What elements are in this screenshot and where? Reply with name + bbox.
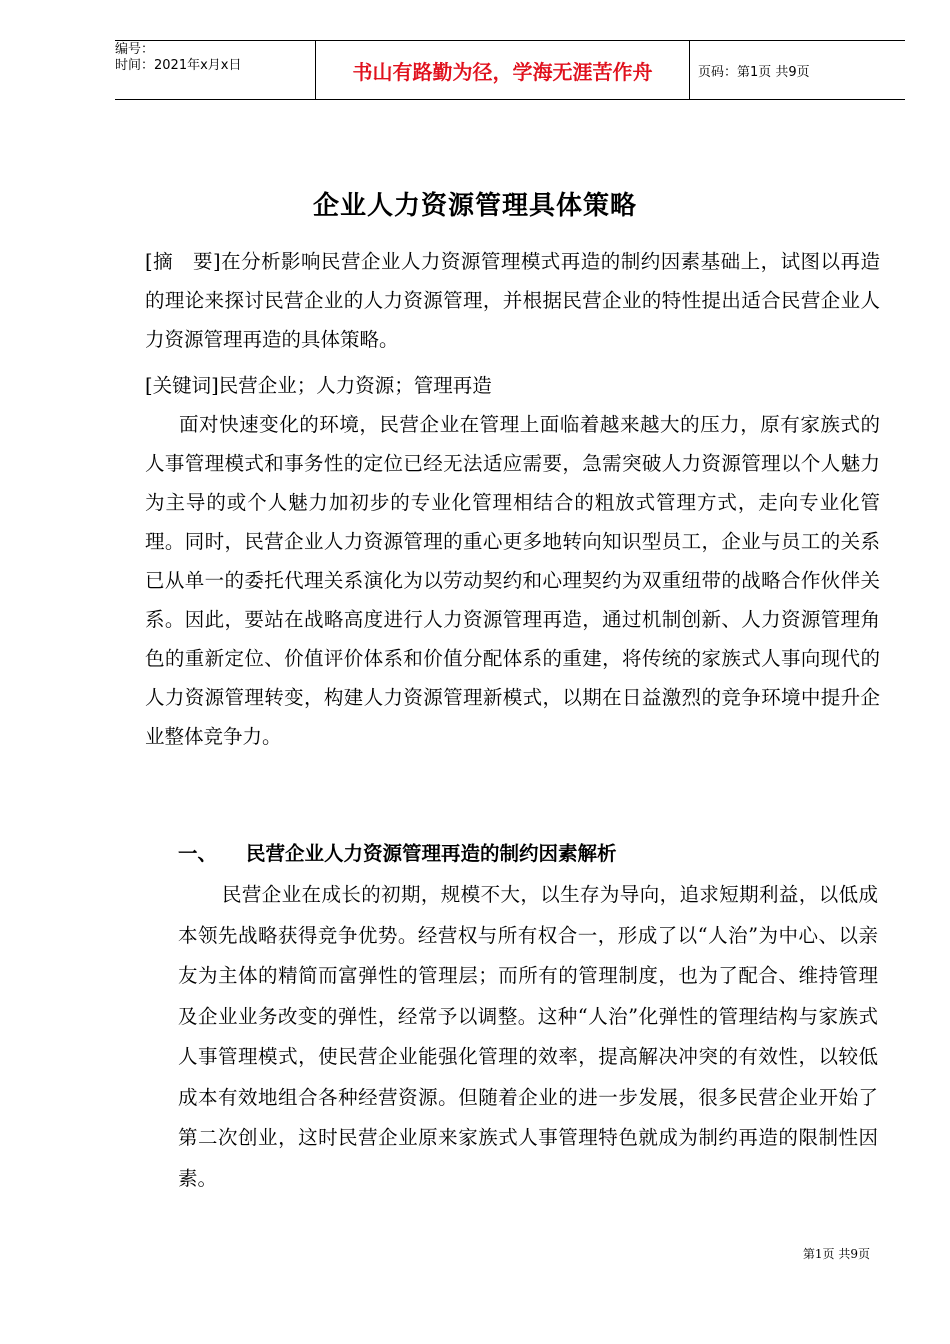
header-motto: 书山有路勤为径，学海无涯苦作舟 bbox=[315, 41, 690, 99]
abstract-paragraph: [摘 要]在分析影响民营企业人力资源管理模式再造的制约因素基础上，试图以再造的理论来探讨民营企业的人力资源管理，并根据民营企业的特性提出适合民营企业人力资源管理再造的具体策略。 bbox=[145, 250, 880, 351]
body-paragraph-2: 民营企业在成长的初期，规模不大，以生存为导向，追求短期利益，以低成本领先战略获得竞争优势。经营权与所有权合一，形成了以“人治”为中心、以亲友为主体的精简而富弹性的管理层；而所有的管理制度，也为了配合、维持管理及企业业务改变的弹性，经常予以调整。这种“人治”化弹性的管理结构与家族式人事管理模式，使民营企业能强化管理的效率，提高解决冲突的有效性，以较低成本有效地组合各种经营资源。但随着企业的进一步发展，很多民营企业开始了第二次创业，这时民营企业原来家族式人事管理特色就成为制约再造的限制性因素。 bbox=[178, 883, 878, 1190]
header-page-info: 页码：第1页 共9页 bbox=[698, 64, 810, 80]
section-title: 民营企业人力资源管理再造的制约因素解析 bbox=[246, 842, 617, 865]
header-meta bbox=[115, 41, 315, 99]
document-number-label: 编号： bbox=[115, 42, 155, 57]
body-paragraph-1: 面对快速变化的环境，民营企业在管理上面临着越来越大的压力，原有家族式的人事管理模式和事务性的定位已经无法适应需要，急需突破人力资源管理以个人魅力为主导的或个人魅力加初步的专业化管理相结合的粗放式管理方式，走向专业化管理。同时，民营企业人力资源管理的重心更多地转向知识型员工，企业与员工的关系已从单一的委托代理关系演化为以劳动契约和心理契约为双重纽带的战略合作伙伴关系。因此，要站在战略高度进行人力资源管理再造，通过机制创新、人力资源管理角色的重新定位、价值评价体系和价值分配体系的重建，将传统的家族式人事向现代的人力资源管理转变，构建人力资源管理新模式，以期在日益激烈的竞争环境中提升企业整体竞争力。 bbox=[145, 413, 880, 748]
document-title: 企业人力资源管理具体策略 bbox=[312, 191, 637, 221]
section-number: 一、 bbox=[178, 842, 218, 865]
section-heading-1 bbox=[178, 838, 617, 866]
keywords-line: [关键词]民营企业；人力资源；管理再造 bbox=[145, 374, 492, 397]
footer-page-number: 第1页 共9页 bbox=[802, 1247, 870, 1261]
header-table bbox=[115, 40, 905, 100]
document-time-label: 时间：2021年x月x日 bbox=[115, 58, 242, 73]
